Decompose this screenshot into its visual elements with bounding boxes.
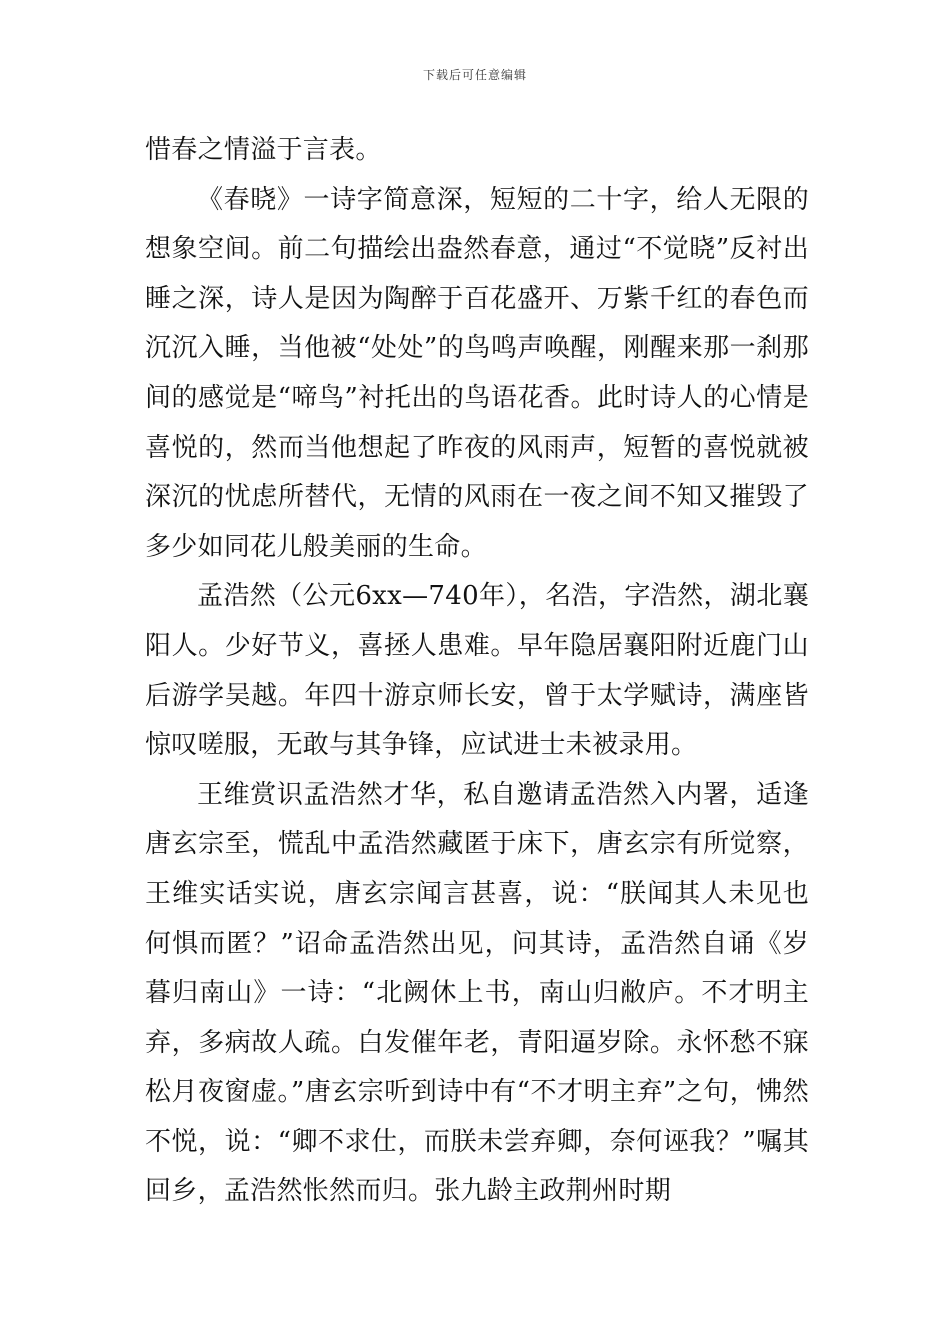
page-header-note: 下载后可任意编辑: [422, 68, 527, 82]
document-body: [145, 126, 809, 1217]
paragraph-continuation: 惜春之情溢于言表。: [145, 135, 382, 165]
paragraph-wang-wei-story: 王维赏识孟浩然才华，私自邀请孟浩然入内署，适逢唐玄宗至，慌乱中孟浩然藏匿于床下，唐玄宗有所觉察，王维实话实说，唐玄宗闻言甚喜，说：“朕闻其人未见也何惧而匿？”诏命孟浩然出见，问其诗，孟浩然自诵《岁暮归南山》一诗：“北阙休上书，南山归敝庐。不才明主弃，多病故人疏。白发催年老，青阳逼岁除。永怀愁不寐松月夜窗虚。”唐玄宗听到诗中有“不才明主弃”之句，怫然不悦，说：“卿不求仕，而朕未尝弃卿，奈何诬我？”嘱其回乡，孟浩然怅然而归。张九龄主政荆州时期: [145, 779, 809, 1207]
paragraph-meng-haoran-bio: 孟浩然（公元6xx—740年），名浩，字浩然，湖北襄阳人。少好节义，喜拯人患难。早年隐居襄阳附近鹿门山后游学吴越。年四十游京师长安，曾于太学赋诗，满座皆惊叹嗟服，无敢与其争锋，应试进士未被录用。: [145, 581, 809, 761]
paragraph-chunxiao-analysis: 《春晓》一诗字简意深，短短的二十字，给人无限的想象空间。前二句描绘出盎然春意，通过“不觉晓”反衬出睡之深，诗人是因为陶醉于百花盛开、万紫千红的春色而沉沉入睡，当他被“处处”的鸟鸣声唤醒，刚醒来那一刹那间的感觉是“啼鸟”衬托出的鸟语花香。此时诗人的心情是喜悦的，然而当他想起了昨夜的风雨声，短暂的喜悦就被深沉的忧虑所替代，无情的风雨在一夜之间不知又摧毁了多少如同花儿般美丽的生命。: [145, 184, 809, 562]
